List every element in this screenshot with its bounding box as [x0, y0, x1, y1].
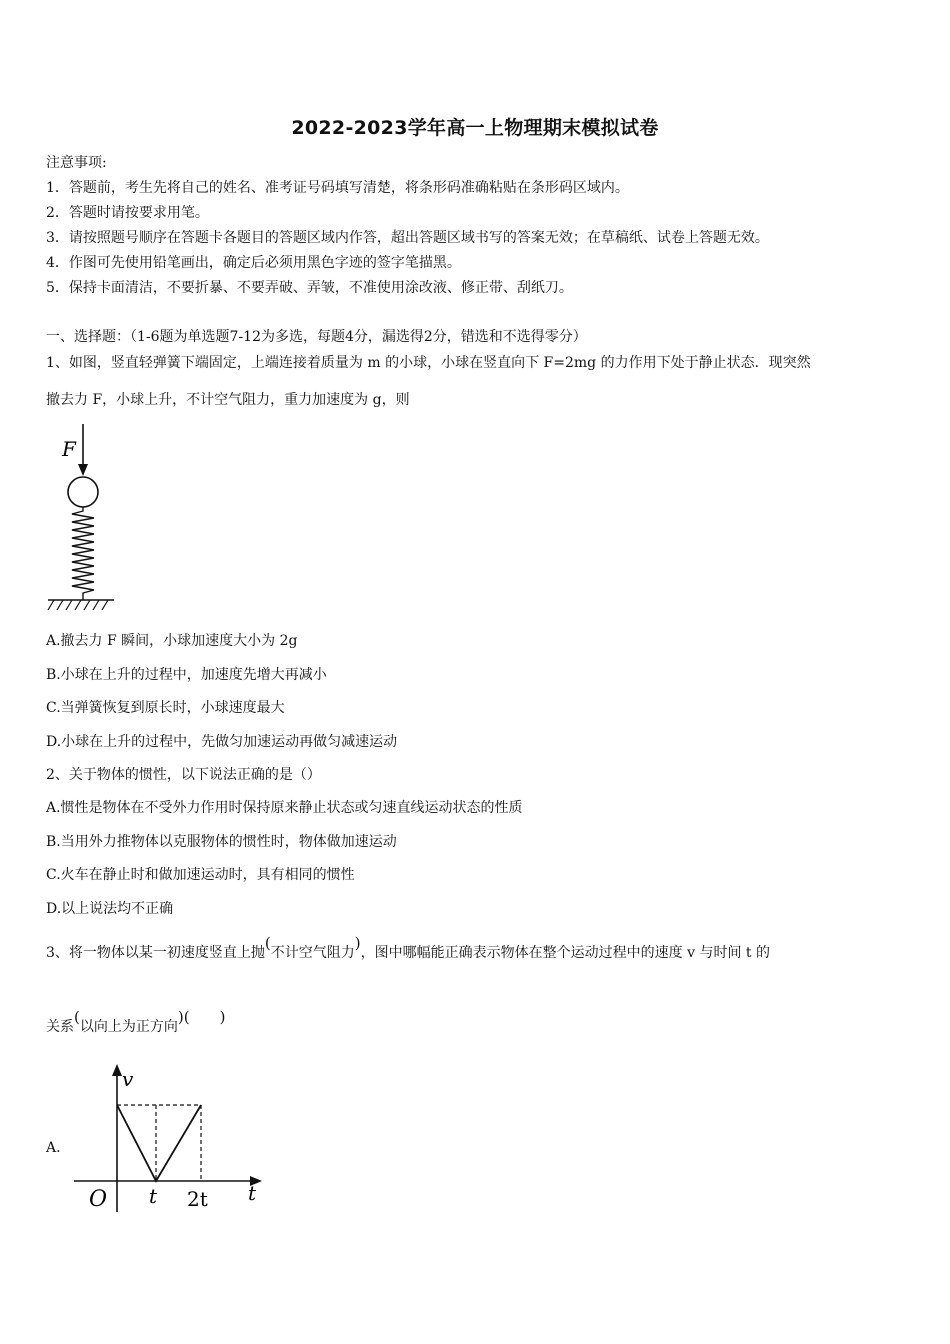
q2-option-c: C.火车在静止时和做加速运动时，具有相同的惯性 — [46, 867, 355, 883]
q2-option-b: B.当用外力推物体以克服物体的惯性时，物体做加速运动 — [46, 834, 397, 850]
graph-tick-t: t — [149, 1184, 158, 1208]
vt-graph-a — [68, 1062, 268, 1217]
notice-item-1: 1．答题前，考生先将自己的姓名、准考证号码填写清楚，将条形码准确粘贴在条形码区域内。 — [46, 180, 629, 196]
graph-origin-label: O — [89, 1187, 108, 1212]
q3-option-a-label: A. — [46, 1140, 61, 1156]
q2-option-d: D.以上说法均不正确 — [46, 901, 174, 917]
page-title: 2022-2023学年高一上物理期末模拟试卷 — [291, 117, 659, 139]
q3-stem-line1 — [46, 934, 770, 962]
graph-tick-2t: 2t — [187, 1187, 208, 1211]
spring-coil — [72, 507, 94, 600]
q3-stem-part2: ，图中哪幅能正确表示物体在整个运动过程中的速度 v 与时间 t 的 — [360, 945, 770, 961]
q3-stem-sub1: 不计空气阻力 — [270, 945, 355, 961]
q3-line2-part1: 关系 — [46, 1019, 74, 1035]
q1-stem-line2: 撤去力 F，小球上升，不计空气阻力，重力加速度为 g，则 — [46, 392, 410, 408]
graph-x-label: t — [248, 1181, 257, 1205]
q3-paren-open: ( — [264, 934, 271, 952]
q1-stem-line1: 1、如图，竖直轻弹簧下端固定，上端连接着质量为 m 的小球，小球在竖直向下 F=2mg 的力作用下处于静止状态．现突然 — [46, 355, 811, 371]
notice-item-5: 5．保持卡面清洁，不要折暴、不要弄破、弄皱，不准使用涂改液、修正带、刮纸刀。 — [46, 280, 573, 296]
spring-figure — [46, 420, 126, 620]
force-label: F — [62, 437, 76, 461]
q3-line2-paren-open: ( — [74, 1008, 80, 1026]
notice-item-4: 4．作图可先使用铅笔画出，确定后必须用黑色字迹的签字笔描黑。 — [46, 255, 461, 271]
q3-stem-line2 — [46, 1008, 226, 1036]
notice-item-3: 3．请按照题号顺序在答题卡各题目的答题区域内作答，超出答题区域书写的答案无效；在草稿纸、试卷上答题无效。 — [46, 230, 769, 246]
q3-line2-sub: 以向上为正方向 — [79, 1019, 178, 1035]
q3-line2-part2: )( ) — [177, 1008, 226, 1026]
q3-stem-part1: 3、将一物体以某一初速度竖直上抛 — [46, 945, 265, 961]
q1-option-c: C.当弹簧恢复到原长时，小球速度最大 — [46, 700, 285, 716]
q3-paren-close: ) — [354, 934, 361, 952]
ball — [68, 477, 98, 507]
q1-option-d: D.小球在上升的过程中，先做匀加速运动再做匀减速运动 — [46, 734, 398, 750]
q2-option-a: A.惯性是物体在不受外力作用时保持原来静止状态或匀速直线运动状态的性质 — [46, 800, 523, 816]
section-heading: 一、选择题：（1-6题为单选题7-12为多选，每题4分，漏选得2分，错选和不选得零分） — [46, 329, 587, 345]
graph-y-label: v — [122, 1067, 134, 1091]
q2-stem: 2、关于物体的惯性，以下说法正确的是（） — [46, 767, 321, 783]
graph-velocity-line — [117, 1105, 201, 1181]
graph-y-arrow — [112, 1064, 122, 1076]
force-arrow-head — [78, 464, 88, 476]
notice-item-2: 2．答题时请按要求用笔。 — [46, 205, 209, 221]
ground-hatch — [48, 600, 108, 610]
q1-option-b: B.小球在上升的过程中，加速度先增大再减小 — [46, 667, 327, 683]
q1-option-a: A.撤去力 F 瞬间，小球加速度大小为 2g — [46, 633, 298, 649]
notice-heading: 注意事项: — [46, 155, 107, 171]
